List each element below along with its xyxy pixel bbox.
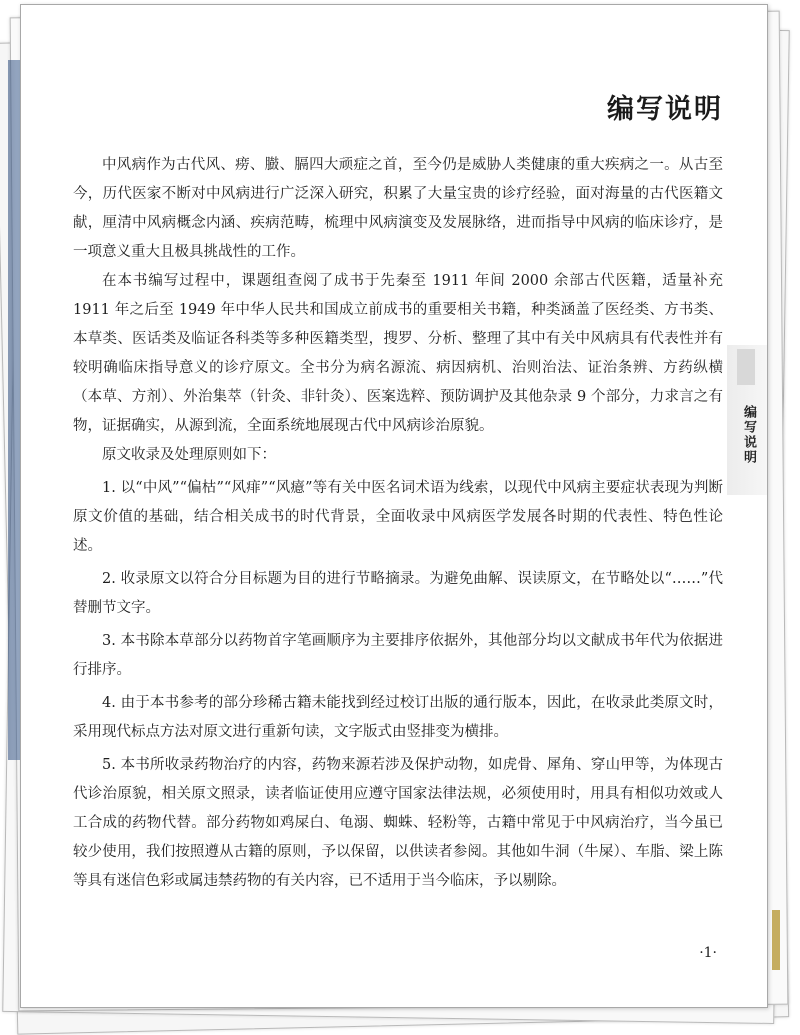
book-edge-strip (772, 910, 780, 970)
chapter-side-tab (727, 345, 767, 495)
principle-item-5: 5. 本书所收录药物治疗的内容，药物来源若涉及保护动物，如虎骨、犀角、穿山甲等，为体现古代诊治原貌，相关原文照录，读者临证使用应遵守国家法律法规，必须使用时，用具有相似功效或人工合成的药物代替。部分药物如鸡屎白、龟溺、蜘蛛、轻粉等，古籍中常见于中风病治疗，当今虽已较少使用，我们按照遵从古籍的原则，予以保留，以供读者参阅。其他如牛洞（牛屎）、车脂、梁上陈等具有迷信色彩或属违禁药物的有关内容，已不适用于当今临床，予以剔除。 (73, 757, 723, 889)
paragraph-intro: 中风病作为古代风、痨、臌、膈四大顽症之首，至今仍是威胁人类健康的重大疾病之一。从古至今，历代医家不断对中风病进行广泛深入研究，积累了大量宝贵的诊疗经验，面对海量的古代医籍文献，厘清中风病概念内涵、疾病范畴，梳理中风病演变及发展脉络，进而指导中风病的临床诊疗，是一项意义重大且极具挑战性的工作。 (73, 157, 723, 260)
document-body (73, 151, 723, 896)
page-number: ·1· (699, 945, 717, 961)
side-tab-label: 编写说明 (741, 405, 756, 465)
page-title: 编写说明 (607, 94, 723, 125)
principle-item-4: 4. 由于本书参考的部分珍稀古籍未能找到经过校订出版的通行版本，因此，在收录此类原文时，采用现代标点方法对原文进行重新句读，文字版式由竖排变为横排。 (73, 695, 723, 740)
document-page (20, 4, 768, 1008)
principle-item-3: 3. 本书除本草部分以药物首字笔画顺序为主要排序依据外，其他部分均以文献成书年代为依据进行排序。 (73, 633, 723, 678)
principle-item-2: 2. 收录原文以符合分目标题为目的进行节略摘录。为避免曲解、误读原文，在节略处以“……”代替删节文字。 (73, 571, 723, 616)
paragraph-process: 在本书编写过程中，课题组查阅了成书于先秦至 1911 年间 2000 余部古代医籍，适量补充 1911 年之后至 1949 年中华人民共和国成立前成书的重要相关书籍，种类涵盖了医经类、方书类、本草类、医话类及临证各科类等多种医籍类型，搜罗、分析、整理了其中有关中风病具有代表性并有较明确临床指导意义的诊疗原文。全书分为病名源流、病因病机、治则治法、证治条辨、方药纵横（本草、方剂）、外治集萃（针灸、非针灸）、医案选粹、预防调护及其他杂录 9 个部分，力求言之有物，证据确实，从源到流，全面系统地展现古代中风病诊治原貌。 (73, 273, 723, 434)
side-tab-marker (737, 349, 755, 385)
paragraph-principles-heading: 原文收录及处理原则如下： (102, 447, 276, 463)
principle-item-1: 1. 以“中风”“偏枯”“风痱”“风癔”等有关中医名词术语为线索，以现代中风病主要症状表现为判断原文价值的基础，结合相关成书的时代背景，全面收录中风病医学发展各时期的代表性、特色性论述。 (73, 480, 723, 554)
